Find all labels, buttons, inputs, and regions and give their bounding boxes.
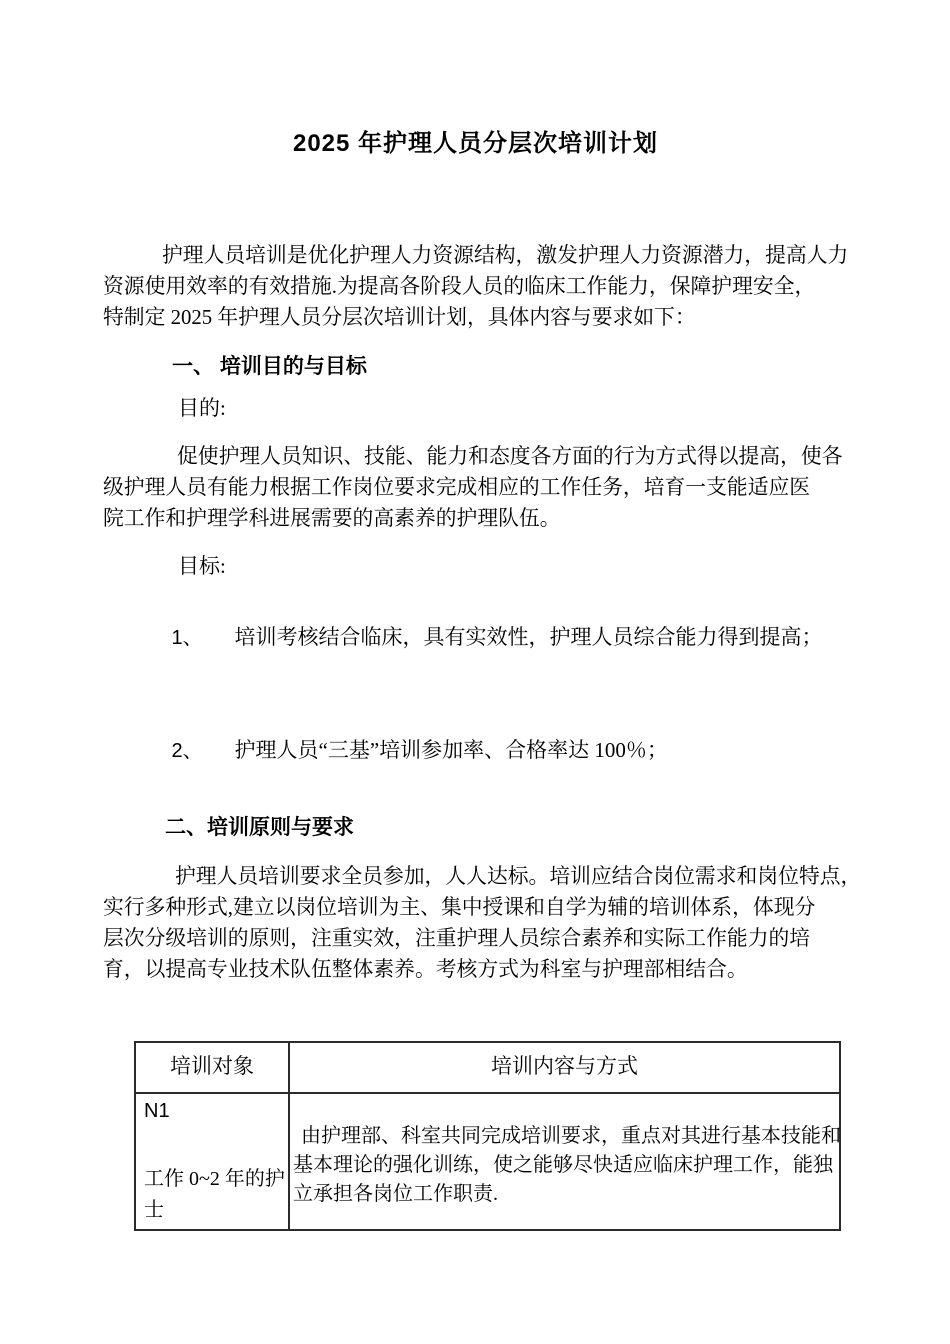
principles-line: 实行多种形式,建立以岗位培训为主、集中授课和自学为辅的培训体系，体现分 xyxy=(103,896,816,919)
principles-line: 育，以提高专业技术队伍整体素养。考核方式为科室与护理部相结合。 xyxy=(103,958,748,981)
principles-paragraph xyxy=(103,861,863,985)
target-text xyxy=(144,1164,286,1226)
table-body-row xyxy=(135,1093,840,1230)
header-cell-content: 培训内容与方式 xyxy=(289,1042,840,1093)
purpose-line: 院工作和护理学科进展需要的高素养的护理队伍。 xyxy=(103,507,561,530)
principles-line: 护理人员培训要求全员参加，人人达标。培训应结合岗位需求和岗位特点， xyxy=(175,865,862,888)
header-cell-target: 培训对象 xyxy=(135,1042,289,1093)
goal-text: 培训考核结合临床，具有实效性，护理人员综合能力得到提高； xyxy=(234,625,823,649)
cell-content xyxy=(289,1093,840,1230)
purpose-paragraph xyxy=(103,441,863,534)
intro-line: 护理人员培训是优化护理人力资源结构，激发护理人力资源潜力，提高人力 xyxy=(162,244,849,267)
training-table xyxy=(134,1041,841,1231)
content-line: 基本理论的强化训练，使之能够尽快适应临床护理工作，能独 xyxy=(293,1154,833,1176)
table-header-row xyxy=(135,1042,840,1093)
target-line: 士 xyxy=(144,1199,164,1221)
goal-number: 2、 xyxy=(171,740,203,762)
goal-text: 护理人员“三基”培训参加率、合格率达 100％； xyxy=(234,738,668,762)
document-content xyxy=(0,127,863,1231)
goal-number: 1、 xyxy=(171,627,203,649)
goal-label: 目标: xyxy=(178,554,226,578)
section-2-heading: 二、培训原则与要求 xyxy=(165,816,354,839)
purpose-line: 促使护理人员知识、技能、能力和态度各方面的行为方式得以提高，使各 xyxy=(177,445,843,468)
level-label: N1 xyxy=(144,1100,170,1122)
purpose-line: 级护理人员有能力根据工作岗位要求完成相应的工作任务，培育一支能适应医 xyxy=(103,476,811,499)
principles-line: 层次分级培训的原则，注重实效，注重护理人员综合素养和实际工作能力的培 xyxy=(103,927,811,950)
document-title: 2025 年护理人员分层次培训计划 xyxy=(292,130,659,157)
content-line: 立承担各岗位工作职责. xyxy=(293,1183,498,1205)
section-1-heading: 一、 培训目的与目标 xyxy=(172,355,367,378)
purpose-label: 目的: xyxy=(178,396,226,420)
goal-item-2 xyxy=(103,704,863,798)
intro-line: 资源使用效率的有效措施.为提高各阶段人员的临床工作能力，保障护理安全， xyxy=(103,275,816,298)
cell-target xyxy=(135,1093,289,1230)
target-line: 工作 0~2 年的护 xyxy=(144,1168,285,1190)
intro-paragraph xyxy=(103,240,863,333)
intro-line: 特制定 2025 年护理人员分层次培训计划，具体内容与要求如下： xyxy=(103,306,696,329)
content-line: 由护理部、科室共同完成培训要求，重点对其进行基本技能和 xyxy=(301,1125,841,1147)
goal-item-1 xyxy=(103,591,863,685)
